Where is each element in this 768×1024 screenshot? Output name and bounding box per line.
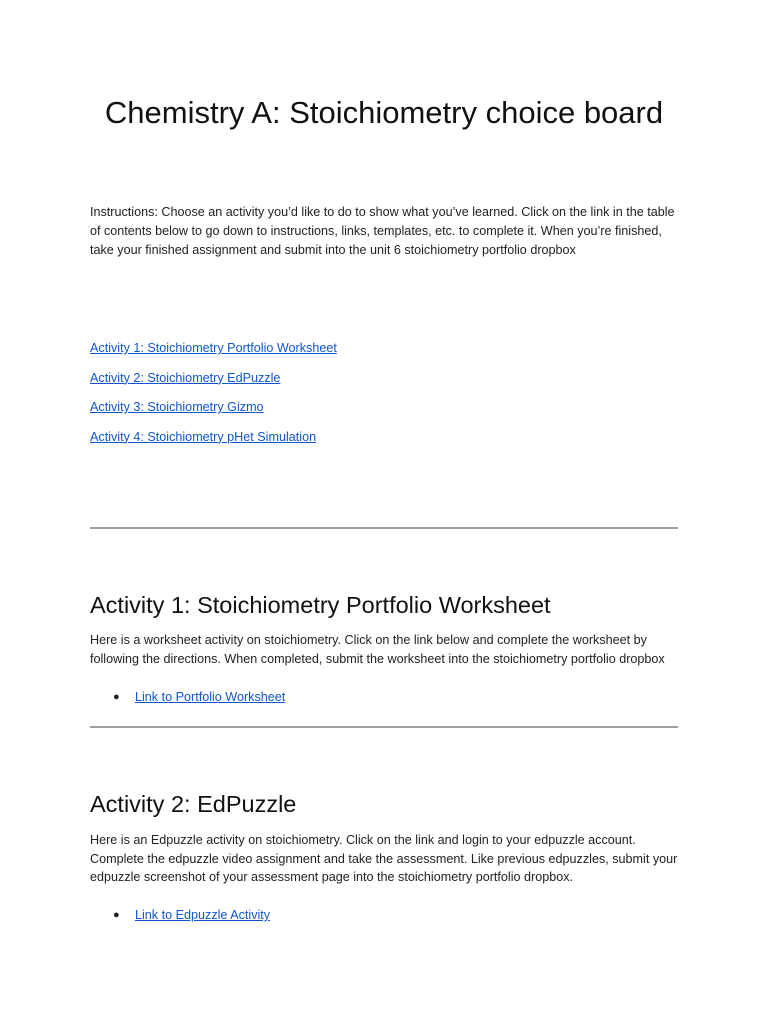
toc-item <box>90 339 680 369</box>
list-item <box>90 688 680 706</box>
toc-link-activity-3[interactable]: Activity 3: Stoichiometry Gizmo <box>90 400 264 414</box>
document-title: Chemistry A: Stoichiometry choice board <box>104 95 664 130</box>
section-heading-activity-1: Activity 1: Stoichiometry Portfolio Worksheet <box>90 592 551 618</box>
toc-item <box>90 428 680 458</box>
list-item <box>90 906 680 924</box>
toc-link-activity-2[interactable]: Activity 2: Stoichiometry EdPuzzle <box>90 370 281 385</box>
toc-link-activity-4[interactable]: Activity 4: Stoichiometry pHet Simulation <box>90 429 317 444</box>
bullet-icon: ● <box>113 691 120 703</box>
edpuzzle-activity-link[interactable]: Link to Edpuzzle Activity <box>135 908 271 922</box>
table-of-contents <box>90 339 680 457</box>
toc-link-activity-1[interactable]: Activity 1: Stoichiometry Portfolio Worksheet <box>90 341 337 355</box>
toc-item <box>90 398 680 428</box>
instructions-text: Instructions: Choose an activity you’d like to do to show what you’ve learned. Click on the link in the table of contents below to go down to instructions, links, templates, etc. to complete it. When you’re finished, take your finished assignment and submit into the unit 6 stoichiometry portfolio dropbox <box>90 205 675 257</box>
link-list-activity-2 <box>90 906 680 924</box>
horizontal-divider <box>90 726 678 728</box>
horizontal-divider <box>90 527 678 529</box>
section-body-activity-1: Here is a worksheet activity on stoichiometry. Click on the link below and complete the worksheet by following the directions. When completed, submit the worksheet into the stoichiometry portfolio dropbox <box>90 633 665 666</box>
section-heading-activity-2: Activity 2: EdPuzzle <box>90 791 297 817</box>
portfolio-worksheet-link[interactable]: Link to Portfolio Worksheet <box>135 690 286 704</box>
bullet-icon: ● <box>113 909 120 921</box>
section-body-activity-2: Here is an Edpuzzle activity on stoichiometry. Click on the link and login to your edpuzzle account. Complete the edpuzzle video assignment and take the assessment. Like previous edpuzzles, submit your edpuzzle screenshot of your assessment page into the stoichiometry portfolio dropbox. <box>90 833 678 884</box>
toc-item <box>90 369 680 399</box>
link-list-activity-1 <box>90 688 680 706</box>
